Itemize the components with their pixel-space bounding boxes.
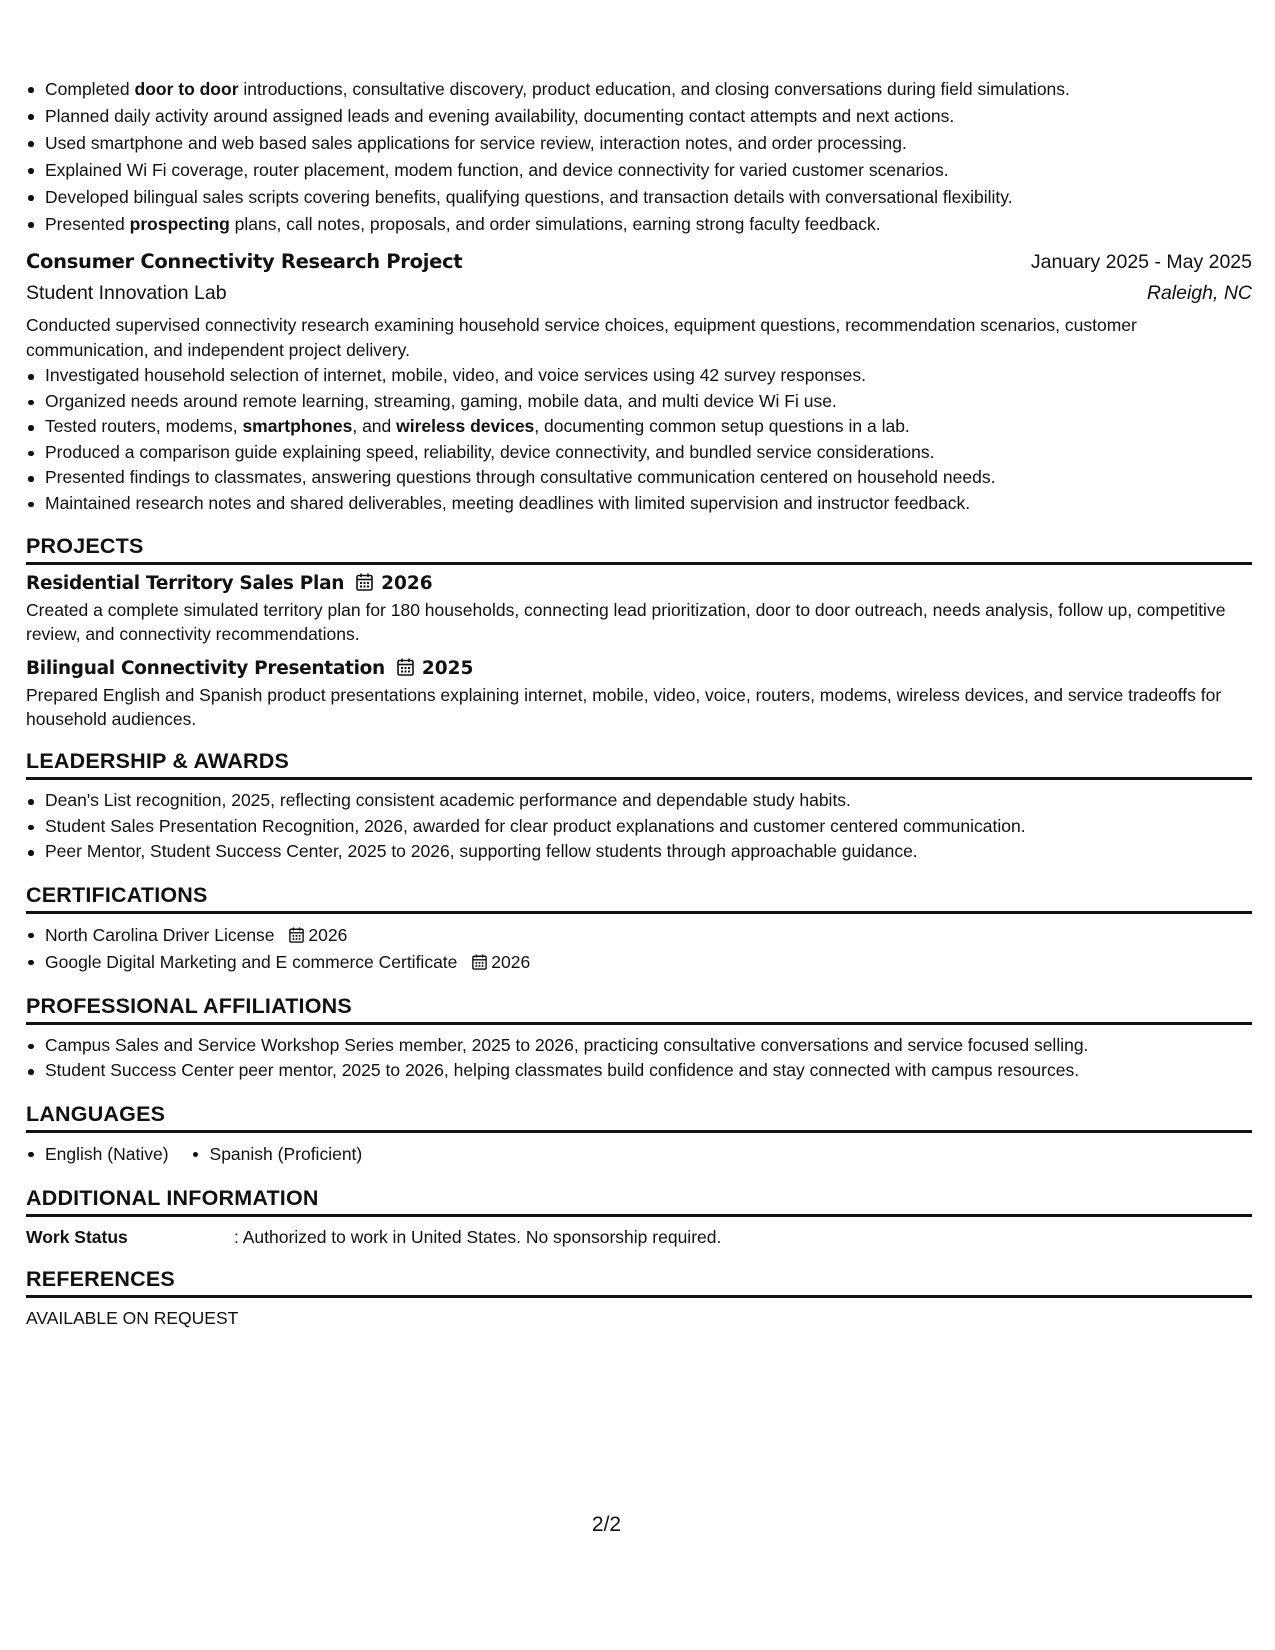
leadership-heading: LEADERSHIP & AWARDS — [26, 749, 1252, 780]
research-bullet: Presented findings to classmates, answering questions through consultative communication centered on household needs. — [26, 465, 1252, 491]
additional-info-heading: ADDITIONAL INFORMATION — [26, 1186, 1252, 1217]
leadership-list — [26, 788, 1252, 865]
language-item: English (Native) — [26, 1141, 169, 1168]
leadership-item: Peer Mentor, Student Success Center, 2025 to 2026, supporting fellow students through approachable guidance. — [26, 839, 1252, 865]
project-header — [26, 573, 1252, 594]
work-status-value: : Authorized to work in United States. No sponsorship required. — [234, 1226, 722, 1247]
certifications-list — [26, 922, 1252, 976]
project-description: Prepared English and Spanish product presentations explaining internet, mobile, video, voice, routers, modems, wireless devices, and service tradeoffs for household audiences. — [26, 685, 1222, 729]
affiliation-item: Campus Sales and Service Workshop Series member, 2025 to 2026, practicing consultative conversations and service focused selling. — [26, 1033, 1252, 1059]
affiliations-section — [26, 994, 1252, 1084]
research-entry-header — [26, 250, 1252, 274]
languages-list — [26, 1141, 1252, 1168]
project-description: Created a complete simulated territory plan for 180 households, connecting lead prioritization, door to door outreach, needs analysis, follow up, competitive review, and connectivity recommendations. — [26, 600, 1226, 644]
research-bullet: Organized needs around remote learning, streaming, gaming, mobile data, and multi device Wi Fi use. — [26, 389, 1252, 415]
leadership-section — [26, 749, 1252, 865]
resume-content — [26, 76, 1252, 1330]
experience-bullet: Planned daily activity around assigned leads and evening availability, documenting contact attempts and next actions. — [26, 103, 1252, 130]
project-item — [26, 573, 1252, 646]
certification-date — [289, 922, 347, 949]
leadership-item: Student Sales Presentation Recognition, 2026, awarded for clear product explanations and customer centered communication. — [26, 814, 1252, 840]
projects-section — [26, 534, 1252, 731]
projects-heading: PROJECTS — [26, 534, 1252, 565]
research-bullet-list — [26, 363, 1252, 516]
calendar-icon — [397, 658, 414, 679]
project-year: 2026 — [381, 573, 433, 594]
research-organization: Student Innovation Lab — [26, 282, 227, 304]
experience-bullet: Explained Wi Fi coverage, router placement, modem function, and device connectivity for varied customer scenarios. — [26, 157, 1252, 184]
project-year: 2025 — [421, 658, 474, 679]
certification-date — [472, 949, 530, 976]
affiliation-item: Student Success Center peer mentor, 2025 to 2026, helping classmates build confidence and stay connected with campus resources. — [26, 1058, 1252, 1084]
additional-info-section — [26, 1186, 1252, 1249]
language-item: Spanish (Proficient) — [191, 1141, 363, 1168]
research-entry-subheader — [26, 282, 1252, 305]
research-entry — [26, 250, 1252, 516]
project-header — [26, 658, 1252, 679]
research-bullet: Produced a comparison guide explaining speed, reliability, device connectivity, and bundled service considerations. — [26, 440, 1252, 466]
work-status-label: Work Status — [26, 1226, 128, 1247]
research-bullet: Maintained research notes and shared deliverables, meeting deadlines with limited supervision and instructor feedback. — [26, 491, 1252, 517]
affiliations-heading: PROFESSIONAL AFFILIATIONS — [26, 994, 1252, 1025]
certification-item — [26, 922, 1252, 949]
languages-heading: LANGUAGES — [26, 1102, 1252, 1133]
work-status-row — [26, 1225, 1252, 1249]
references-section — [26, 1267, 1252, 1330]
certification-item — [26, 949, 1252, 976]
leadership-item: Dean's List recognition, 2025, reflecting consistent academic performance and dependable study habits. — [26, 788, 1252, 814]
experience-bullet: Developed bilingual sales scripts covering benefits, qualifying questions, and transaction details with conversational flexibility. — [26, 184, 1252, 211]
research-title: Consumer Connectivity Research Project — [26, 250, 463, 273]
certification-year: 2026 — [308, 924, 348, 945]
project-title: Residential Territory Sales Plan — [26, 573, 345, 594]
calendar-icon — [472, 949, 487, 976]
project-title: Bilingual Connectivity Presentation — [26, 658, 385, 679]
page-number: 2/2 — [591, 1513, 622, 1536]
project-item — [26, 658, 1252, 731]
certifications-section — [26, 883, 1252, 976]
affiliations-list — [26, 1033, 1252, 1084]
calendar-icon — [356, 573, 373, 594]
certification-year: 2026 — [491, 951, 531, 972]
experience-bullet: Completed door to door introductions, consultative discovery, product education, and closing conversations during field simulations. — [26, 76, 1252, 103]
experience-bullet-list — [26, 76, 1252, 238]
languages-section — [26, 1102, 1252, 1168]
research-summary: Conducted supervised connectivity research examining household service choices, equipment questions, recommendation scenarios, customer communication, and independent project delivery. — [26, 315, 1137, 360]
research-bullet: Investigated household selection of internet, mobile, video, and voice services using 42 survey responses. — [26, 363, 1252, 389]
research-date: January 2025 - May 2025 — [1030, 251, 1252, 273]
calendar-icon — [289, 922, 304, 949]
certification-name: Google Digital Marketing and E commerce Certificate — [45, 951, 458, 972]
research-location: Raleigh, NC — [1146, 282, 1252, 304]
references-text: AVAILABLE ON REQUEST — [26, 1307, 239, 1328]
references-heading: REFERENCES — [26, 1267, 1252, 1298]
certification-name: North Carolina Driver License — [45, 924, 275, 945]
experience-bullet: Presented prospecting plans, call notes, proposals, and order simulations, earning strong faculty feedback. — [26, 211, 1252, 238]
research-bullet: Tested routers, modems, smartphones, and wireless devices, documenting common setup questions in a lab. — [26, 414, 1252, 440]
certifications-heading: CERTIFICATIONS — [26, 883, 1252, 914]
experience-bullet: Used smartphone and web based sales applications for service review, interaction notes, and order processing. — [26, 130, 1252, 157]
